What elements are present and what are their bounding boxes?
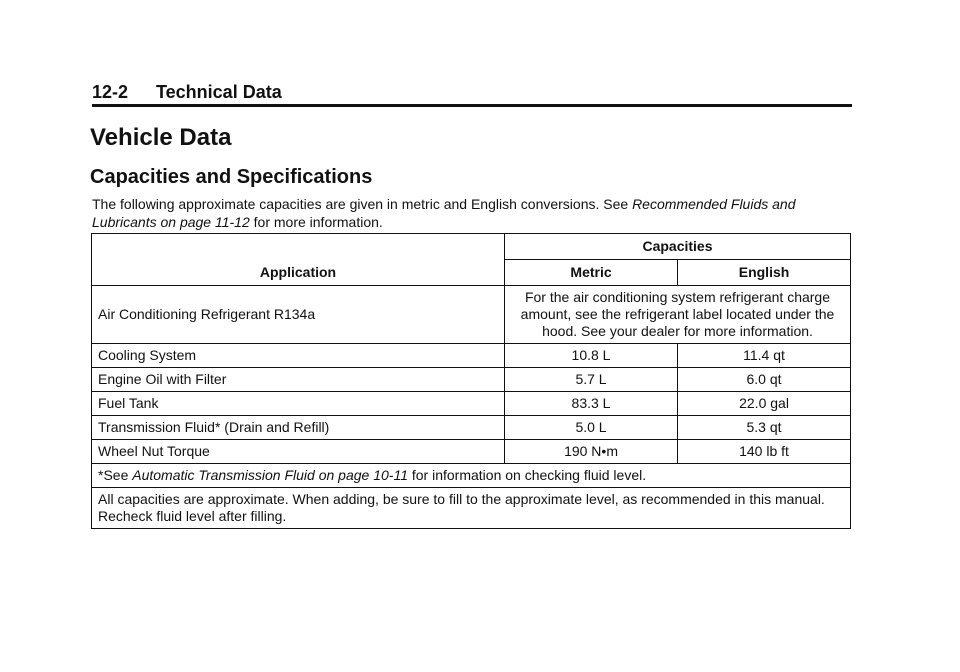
- footnote-suffix: for information on checking fluid level.: [407, 467, 647, 483]
- table-row: [92, 392, 851, 416]
- cell-english: 5.3 qt: [678, 416, 851, 440]
- table-row: [92, 368, 851, 392]
- cell-application: Cooling System: [92, 344, 505, 368]
- table-row: [92, 440, 851, 464]
- capacities-table: [91, 233, 851, 529]
- cell-english: 140 lb ft: [678, 440, 851, 464]
- cell-application: Engine Oil with Filter: [92, 368, 505, 392]
- cell-application: Wheel Nut Torque: [92, 440, 505, 464]
- footnote-cross-reference: Automatic Transmission Fluid on page 10-11: [132, 467, 408, 483]
- cell-application: Fuel Tank: [92, 392, 505, 416]
- cell-english: 11.4 qt: [678, 344, 851, 368]
- footnote-cell: [92, 464, 851, 488]
- page-header: [92, 80, 852, 107]
- table-row-ac: [92, 286, 851, 344]
- header-application: Application: [92, 234, 505, 286]
- header-english: English: [678, 260, 851, 286]
- table-row: [92, 344, 851, 368]
- section-heading: Capacities and Specifications: [90, 166, 373, 188]
- section-title: Technical Data: [156, 82, 282, 102]
- cell-metric: 5.0 L: [505, 416, 678, 440]
- cell-application: Air Conditioning Refrigerant R134a: [92, 286, 505, 344]
- header-metric: Metric: [505, 260, 678, 286]
- cell-ac-note: For the air conditioning system refrigerant charge amount, see the refrigerant label located under the hood. See your dealer for more information.: [505, 286, 851, 344]
- table-header-row: [92, 234, 851, 260]
- intro-cross-reference: Recommended Fluids and Lubricants on page 11-12: [92, 196, 796, 230]
- intro-text-before: The following approximate capacities are given in metric and English conversions. See: [92, 196, 633, 212]
- cell-english: 6.0 qt: [678, 368, 851, 392]
- general-note-cell: All capacities are approximate. When adding, be sure to fill to the approximate level, as recommended in this manual. Recheck fluid level after filling.: [92, 488, 851, 529]
- cell-metric: 83.3 L: [505, 392, 678, 416]
- cell-metric: 5.7 L: [505, 368, 678, 392]
- page-title: Vehicle Data: [90, 124, 232, 151]
- cell-metric: 190 N•m: [505, 440, 678, 464]
- intro-text-after: for more information.: [249, 214, 383, 230]
- table-row: [92, 416, 851, 440]
- cell-english: 22.0 gal: [678, 392, 851, 416]
- footnote-prefix: *See: [98, 467, 133, 483]
- table-note-row: [92, 488, 851, 529]
- intro-paragraph: [92, 195, 852, 231]
- header-capacities: Capacities: [505, 234, 851, 260]
- cell-application: Transmission Fluid* (Drain and Refill): [92, 416, 505, 440]
- section-number: 12-2: [92, 82, 129, 102]
- table-footnote-row: [92, 464, 851, 488]
- cell-metric: 10.8 L: [505, 344, 678, 368]
